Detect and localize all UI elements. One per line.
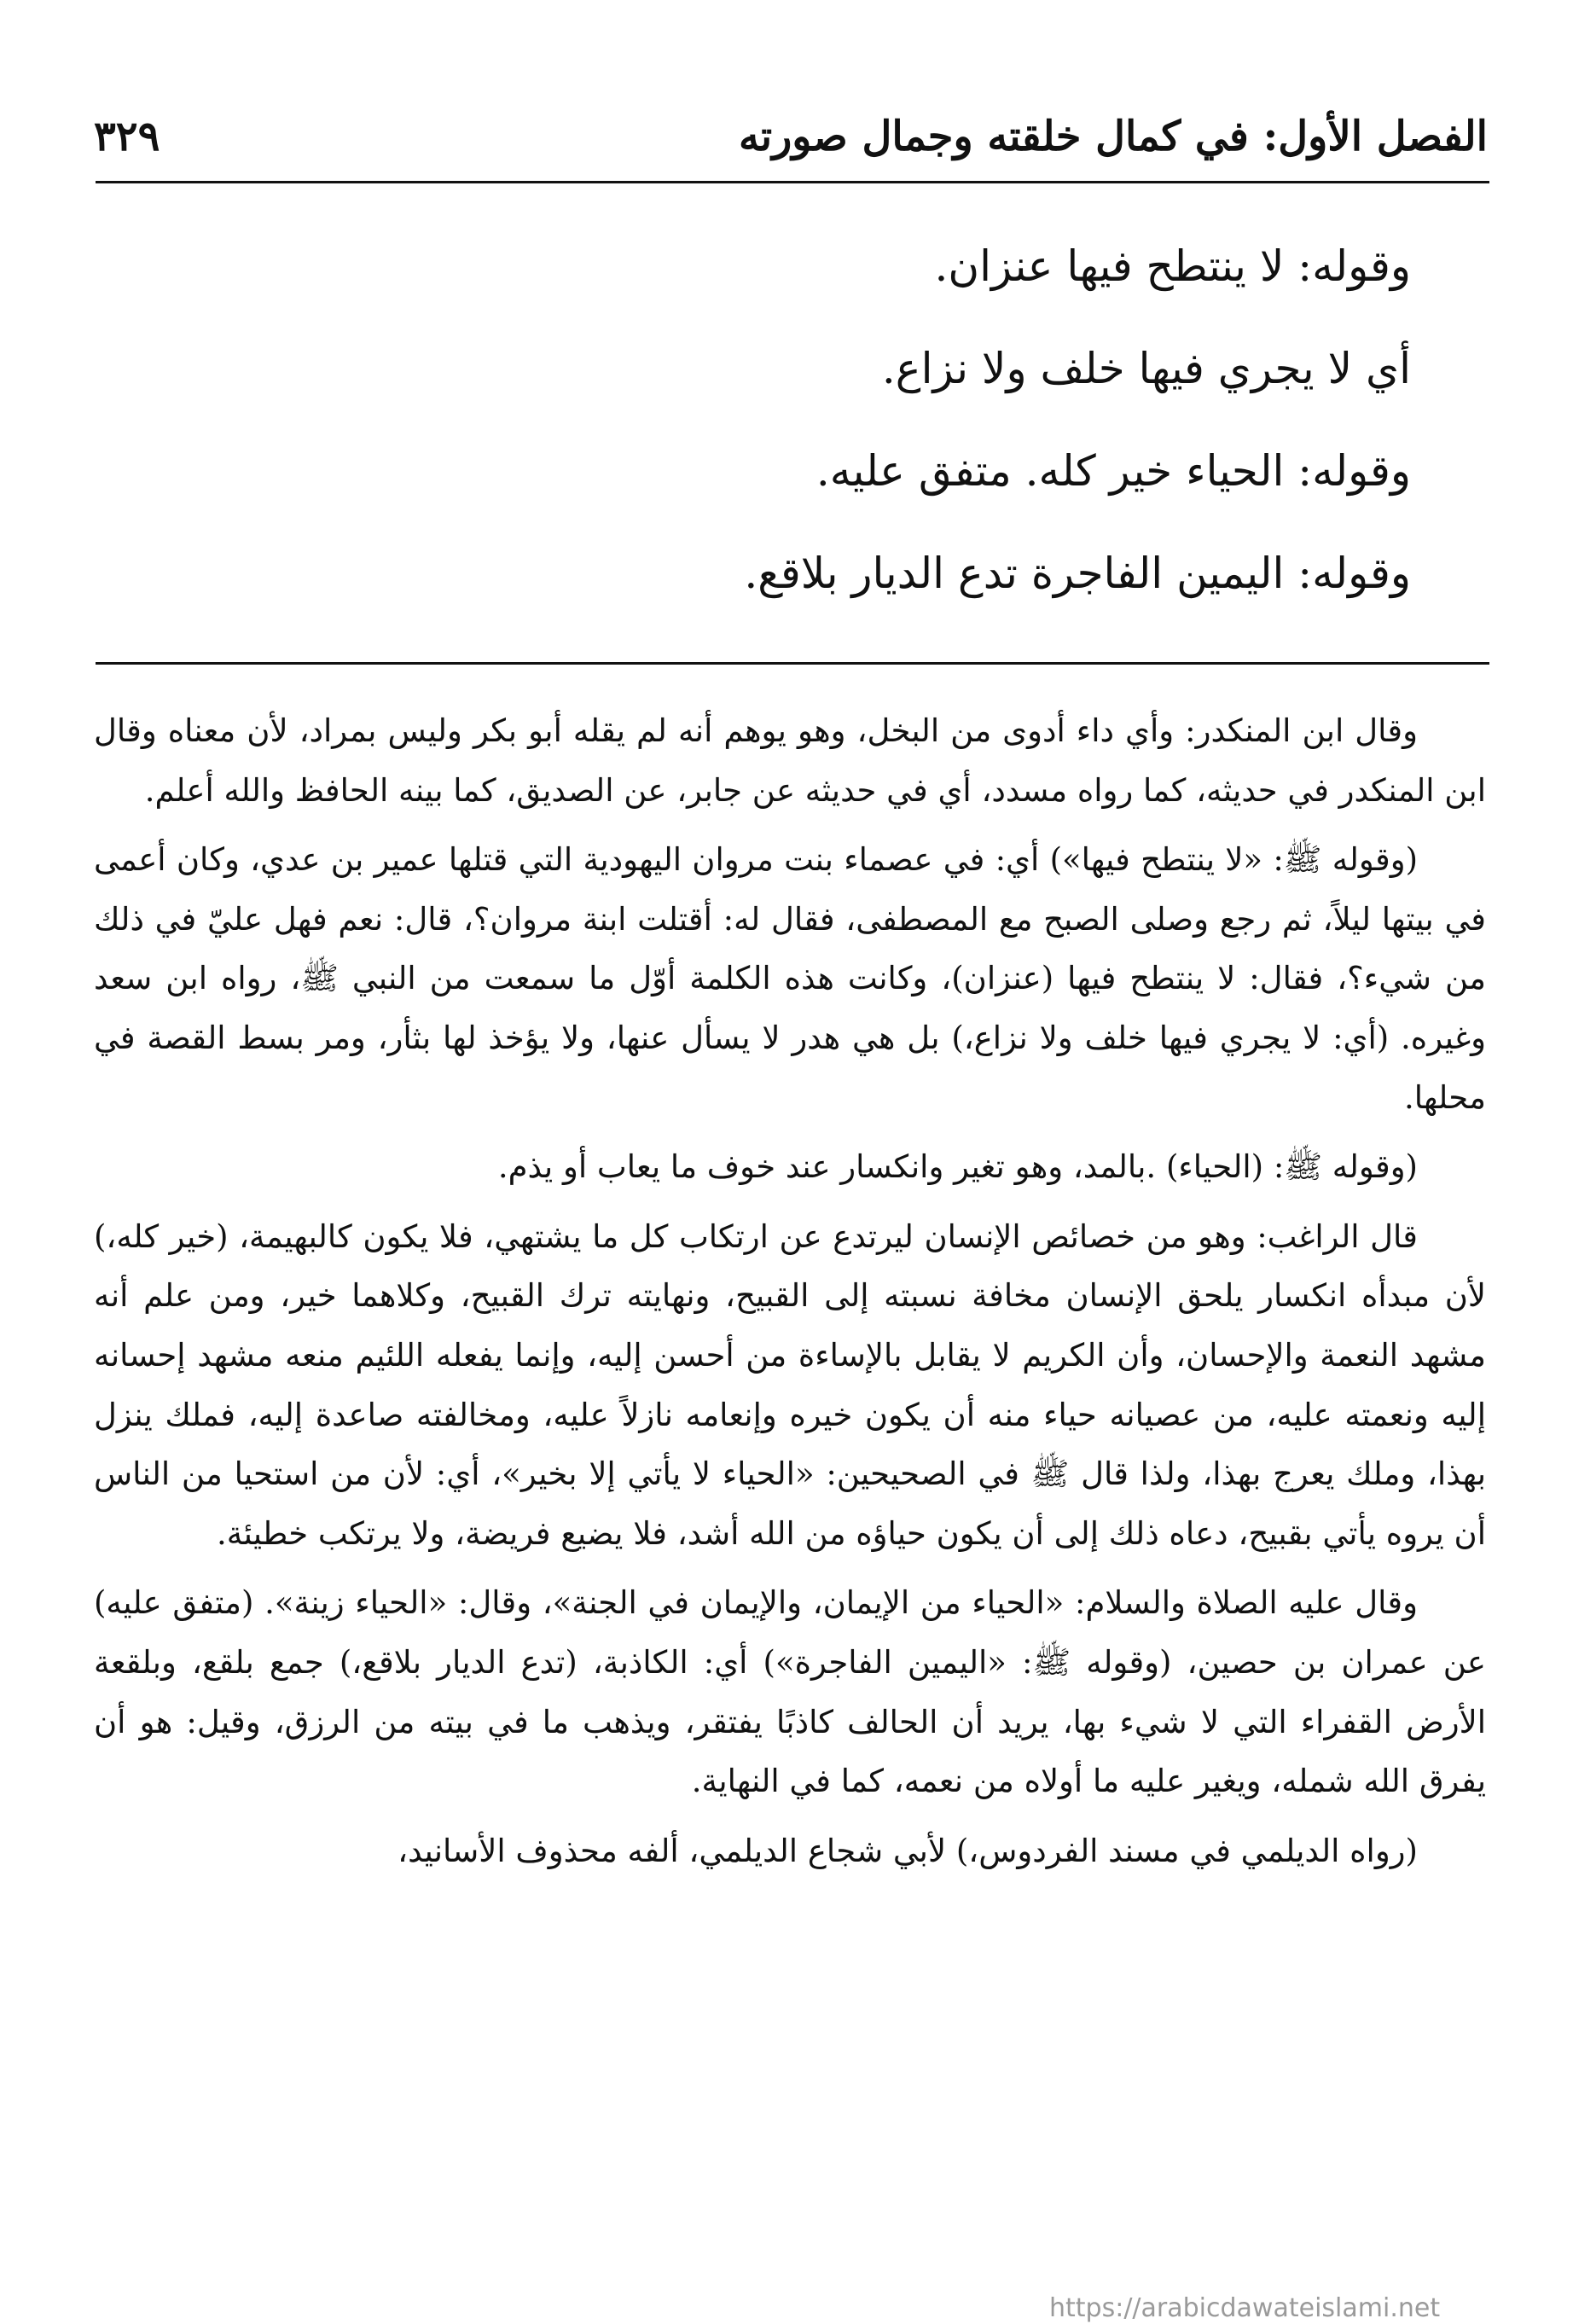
chapter-title: الفصل الأول: في كمال خلقته وجمال صورته bbox=[738, 113, 1488, 160]
main-text bbox=[171, 215, 1411, 625]
main-text-line: وقوله: لا ينتطح فيها عنزان. bbox=[934, 241, 1411, 291]
commentary-paragraph: (وقوله ﷺ: (الحياء) .بالمد، وهو تغير وانكسار عند خوف ما يعاب أو يذم. bbox=[497, 1148, 1418, 1186]
commentary-paragraph: وقال ابن المنكدر: وأي داء أدوى من البخل، وهو يوهم أنه لم يقله أبو بكر وليس بمراد، لأن معناه وقال ابن المنكدر في حديثه، كما رواه مسدد، أي في حديثه عن جابر، عن الصديق، كما بينه الحافظ والله أعلم. bbox=[94, 712, 1486, 809]
main-text-line: أي لا يجري فيها خلف ولا نزاع. bbox=[881, 344, 1411, 393]
commentary-divider bbox=[96, 662, 1489, 665]
commentary-paragraph: (وقوله ﷺ: «لا ينتطح فيها») أي: في عصماء بنت مروان اليهودية التي قتلها عمير بن عدي، وكان أعمى في بيتها ليلاً، ثم رجع وصلى الصبح مع المصطفى، فقال له: أقتلت ابنة مروان؟، قال: نعم فهل عليّ في ذلك من شيء؟، فقال: لا ينتطح فيها (عنزان)، وكانت هذه الكلمة أوّل ما سمعت من النبي ﷺ، رواه ابن سعد وغيره. (أي: لا يجري فيها خلف ولا نزاع،) بل هي هدر لا يسأل عنها، ولا يؤخذ لها بثأر، ومر بسط القصة في محلها. bbox=[94, 841, 1486, 1116]
main-text-line: وقوله: الحياء خير كله. متفق عليه. bbox=[816, 446, 1411, 496]
commentary-paragraph: وقال عليه الصلاة والسلام: «الحياء من الإيمان، والإيمان في الجنة»، وقال: «الحياء زينة». (متفق عليه) عن عمران بن حصين، (وقوله ﷺ: «اليمين الفاجرة») أي: الكاذبة، (تدع الديار بلاقع،) جمع بلقع، وبلقعة الأرض القفراء التي لا شيء بها، يريد أن الحالف كاذبًا يفتقر، ويذهب ما في بيته من الرزق، وقيل: هو أن يفرق الله شمله، ويغير عليه ما أولاه من نعمه، كما في النهاية. bbox=[94, 1584, 1486, 1800]
commentary-paragraph: قال الراغب: وهو من خصائص الإنسان ليرتدع عن ارتكاب كل ما يشتهي، فلا يكون كالبهيمة، (خير كله،) لأن مبدأه انكسار يلحق الإنسان مخافة نسبته إلى القبيح، ونهايته ترك القبيح، وكلاهما خير، ومن علم أنه مشهد النعمة والإحسان، وأن الكريم لا يقابل بالإساءة من أحسن إليه، وإنما يفعله اللئيم منعه مشهد إحسانه إليه ونعمته عليه، من عصيانه حياء منه أن يكون خيره وإنعامه نازلاً عليه، ومخالفته صاعدة إليه، فملك ينزل بهذا، وملك يعرج بهذا، ولذا قال ﷺ في الصحيحين: «الحياء لا يأتي إلا بخير»، أي: لأن من استحيا من الناس أن يروه يأتي بقبيح، دعاه ذلك إلى أن يكون حياؤه من الله أشد، فلا يضيع فريضة، ولا يرتكب خطيئة. bbox=[94, 1217, 1486, 1552]
header-divider bbox=[96, 181, 1489, 183]
main-text-line: وقوله: اليمين الفاجرة تدع الديار بلاقع. bbox=[744, 549, 1411, 598]
page-number: ٣٢٩ bbox=[94, 113, 160, 160]
page-header bbox=[94, 94, 1488, 179]
commentary-paragraph: (رواه الديلمي في مسند الفردوس،) لأبي شجاع الديلمي، ألفه محذوف الأسانيد، bbox=[398, 1832, 1418, 1869]
commentary bbox=[94, 701, 1486, 1891]
watermark: https://arabicdawateislami.net bbox=[1049, 2293, 1441, 2323]
